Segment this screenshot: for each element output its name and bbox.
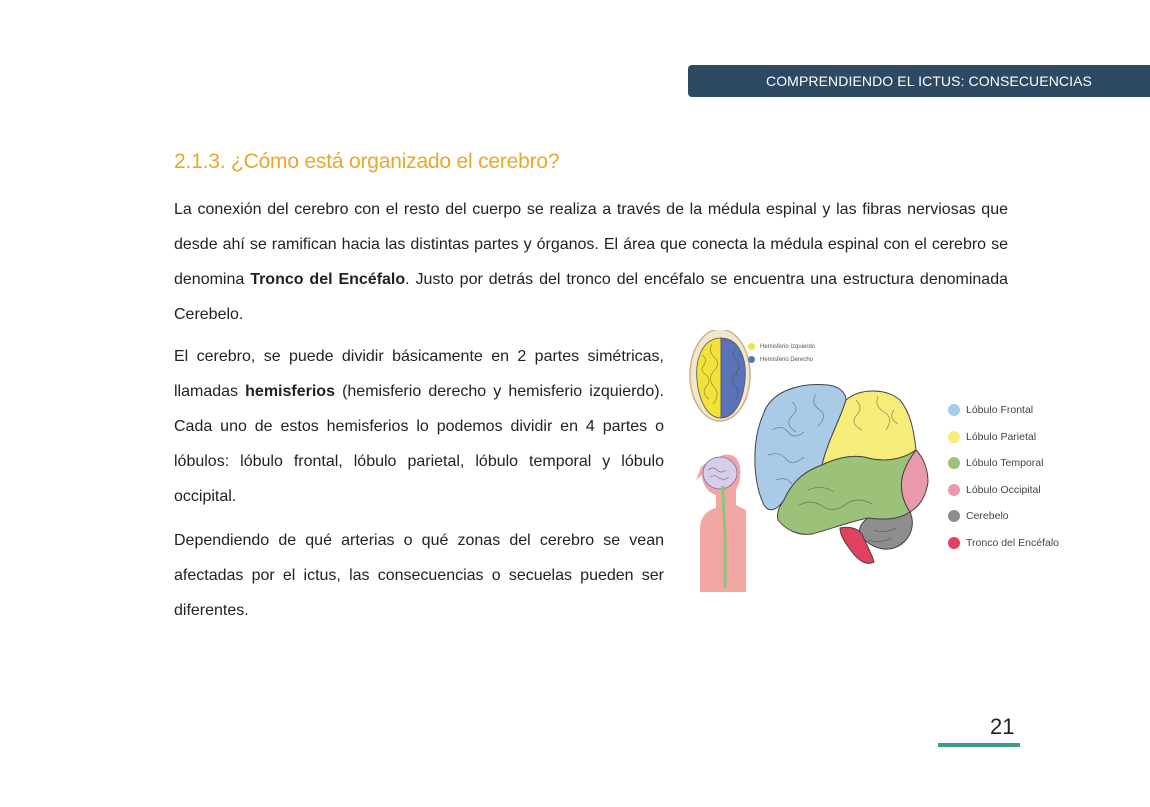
hemisphere-legend-label: Hemisferio Izquierdo <box>760 343 816 350</box>
lobe-legend-item-cerebelo <box>948 503 1059 530</box>
lobe-legend <box>948 397 1059 556</box>
lobe-legend-item-frontal <box>948 397 1059 424</box>
hemisphere-legend-item-left <box>748 340 815 353</box>
hemisphere-legend-label: Hemisferio Derecho <box>760 356 814 363</box>
paragraph-2-text-b: (hemisferio derecho y hemisferio izquierdo). Cada uno de estos hemisferios lo podemos dividir en 4 partes o lóbulos: lóbulo frontal, lóbulo parietal, lóbulo temporal y lóbulo occipital. <box>174 383 665 505</box>
paragraph-1-text-b: . Justo por detrás del tronco del encéfalo se encuentra una estructura denominada Cerebelo. <box>174 271 1009 323</box>
paragraph-1-text-a: La conexión del cerebro con el resto del cuerpo se realiza a través de la médula espinal y las fibras nerviosas que desde ahí se ramifican hacia las distintas partes y órganos. El área que conecta la médula espinal con el cerebro se denomina <box>174 201 1008 288</box>
lobe-legend-item-temporal <box>948 450 1059 477</box>
brain-top-view <box>690 330 750 421</box>
page-number-underline <box>938 743 1020 747</box>
human-silhouette <box>696 455 746 592</box>
paragraph-2 <box>174 339 664 514</box>
yellow-dot-icon <box>748 343 755 350</box>
lobe-legend-label: Cerebelo <box>966 510 1009 523</box>
blue-dot-icon <box>748 356 755 363</box>
chapter-header-title: COMPRENDIENDO EL ICTUS: CONSECUENCIAS <box>765 73 1092 89</box>
lobe-legend-label: Lóbulo Parietal <box>966 430 1037 443</box>
hemisphere-legend-item-right <box>748 353 815 366</box>
page-number: 21 <box>990 714 1015 739</box>
brain-side-view <box>755 384 928 563</box>
light-blue-dot-icon <box>948 404 960 416</box>
hemisphere-legend <box>748 340 815 366</box>
lobe-legend-item-parietal <box>948 424 1059 451</box>
chapter-header <box>688 65 1150 97</box>
section-title: 2.1.3. ¿Cómo está organizado el cerebro? <box>174 150 560 173</box>
yellow-dot-icon <box>948 431 960 443</box>
lobe-legend-item-occipital <box>948 477 1059 504</box>
lobe-legend-label: Lóbulo Temporal <box>966 457 1044 470</box>
lobe-legend-label: Lóbulo Occipital <box>966 483 1041 496</box>
gray-dot-icon <box>948 510 960 522</box>
red-dot-icon <box>948 537 960 549</box>
lobe-legend-label: Lóbulo Frontal <box>966 404 1034 417</box>
pink-dot-icon <box>948 484 960 496</box>
paragraph-1 <box>174 192 1008 332</box>
paragraph-3: Dependiendo de qué arterias o qué zonas del cerebro se vean afectadas por el ictus, las consecuencias o secuelas pueden ser diferentes. <box>174 532 664 619</box>
paragraph-2-bold: hemisferios <box>245 383 335 400</box>
paragraph-1-bold: Tronco del Encéfalo <box>250 271 406 288</box>
lobe-legend-label: Tronco del Encéfalo <box>966 536 1059 549</box>
paragraph-2-text-a: El cerebro, se puede dividir básicamente en 2 partes simétricas, llamadas <box>174 348 664 400</box>
green-dot-icon <box>948 457 960 469</box>
lobe-legend-item-tronco <box>948 530 1059 557</box>
